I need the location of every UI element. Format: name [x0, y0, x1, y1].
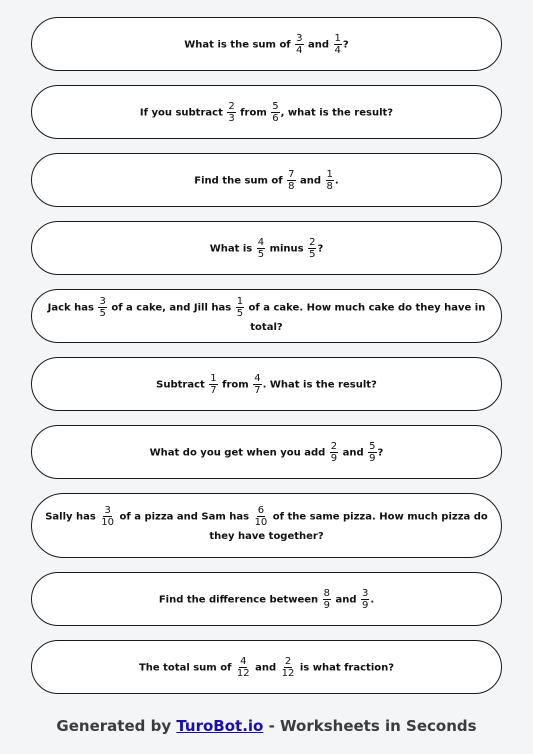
question-text-segment: . [334, 175, 339, 186]
fraction-denominator: 10 [101, 517, 115, 528]
fraction [271, 101, 279, 124]
fraction-denominator: 9 [369, 452, 376, 464]
fraction-denominator: 5 [99, 307, 106, 319]
question-text-segment: Sally has [45, 511, 100, 523]
question-text-segment: and [296, 175, 325, 186]
fraction-numerator: 3 [104, 505, 111, 516]
fraction-numerator: 3 [99, 295, 106, 307]
question-text [159, 588, 374, 611]
fraction [323, 588, 331, 611]
footer [0, 717, 533, 735]
question-card [31, 572, 502, 626]
question-text-segment: , what is the result? [280, 107, 394, 118]
fraction-denominator: 12 [281, 667, 295, 679]
fraction [287, 169, 295, 192]
fraction-numerator: 4 [240, 655, 247, 667]
fraction [326, 169, 334, 192]
question-text-segment: and [251, 662, 280, 673]
fraction-denominator: 10 [254, 517, 268, 528]
question-text-segment: Jack has [47, 302, 98, 313]
fraction-numerator: 1 [326, 168, 333, 180]
fraction-numerator: 2 [309, 236, 316, 248]
question-text [156, 373, 377, 396]
fraction [368, 441, 376, 464]
question-text-segment: Subtract [156, 379, 209, 390]
question-text-segment: from [218, 379, 253, 390]
fraction [236, 296, 244, 319]
question-text-segment: from [236, 107, 271, 118]
fraction [100, 505, 115, 528]
question-card [31, 357, 502, 411]
question-text-segment: ? [377, 447, 384, 458]
fraction-numerator: 2 [330, 440, 338, 452]
turobot-link[interactable]: TuroBot.io [176, 717, 264, 735]
question-text-segment: ? [342, 39, 349, 50]
question-text-segment: of a cake, and Jill has [107, 302, 235, 313]
question-card [31, 425, 502, 479]
question-text-segment: and [304, 39, 333, 50]
fraction-denominator: 9 [323, 599, 330, 611]
question-card [31, 153, 502, 207]
fraction-denominator: 8 [326, 180, 333, 192]
question-text-segment: Find the difference between [158, 594, 322, 605]
question-text-segment: What is [209, 243, 256, 254]
question-text-segment: and [332, 594, 360, 605]
fraction-numerator: 7 [288, 168, 295, 180]
fraction-denominator: 5 [309, 248, 316, 260]
fraction [334, 33, 342, 56]
fraction-denominator: 6 [272, 112, 279, 124]
fraction-denominator: 9 [330, 452, 338, 464]
fraction-numerator: 8 [323, 587, 330, 599]
fraction [295, 33, 303, 56]
question-text [150, 441, 384, 464]
fraction [281, 656, 296, 679]
question-card [31, 289, 502, 343]
fraction-denominator: 4 [334, 44, 341, 56]
fraction-denominator: 7 [254, 384, 261, 396]
question-text [210, 237, 324, 260]
question-text-segment: of a cake. How much cake do they have in total? [245, 302, 486, 333]
question-text [139, 656, 394, 679]
question-text [140, 101, 393, 124]
fraction-numerator: 5 [369, 440, 376, 452]
fraction-numerator: 1 [334, 32, 341, 44]
question-text-segment: Find the sum of [194, 175, 287, 186]
fraction-numerator: 6 [257, 505, 265, 516]
question-card [31, 640, 502, 694]
question-text-segment: What is the sum of [184, 39, 295, 50]
fraction-numerator: 1 [236, 295, 244, 307]
fraction-denominator: 5 [236, 307, 244, 319]
question-text [184, 33, 348, 56]
fraction [236, 656, 251, 679]
fraction-numerator: 2 [284, 655, 292, 667]
fraction [257, 237, 265, 260]
fraction [253, 373, 261, 396]
question-text-segment: ? [317, 243, 324, 254]
question-text-segment: . [370, 594, 375, 605]
fraction [227, 101, 235, 124]
fraction-numerator: 4 [257, 236, 265, 248]
question-text [44, 505, 489, 546]
question-card [31, 85, 502, 139]
question-text-segment: is what fraction? [296, 662, 395, 673]
question-card [31, 17, 502, 71]
fraction-denominator: 5 [257, 248, 265, 260]
fraction-denominator: 7 [210, 384, 217, 396]
fraction-numerator: 2 [228, 100, 235, 112]
fraction-numerator: 4 [254, 372, 261, 384]
fraction-numerator: 5 [272, 100, 279, 112]
fraction-denominator: 4 [296, 44, 303, 56]
question-text-segment: of the same pizza. How much pizza do they have together? [209, 511, 488, 542]
footer-prefix: Generated by [56, 717, 177, 735]
fraction [308, 237, 316, 260]
fraction-numerator: 3 [296, 32, 303, 44]
question-text-segment: minus [266, 243, 308, 254]
fraction-denominator: 12 [236, 667, 250, 679]
question-text-segment: . What is the result? [262, 379, 377, 390]
question-card [31, 493, 502, 558]
fraction [209, 373, 217, 396]
question-text-segment: What do you get when you add [149, 447, 329, 458]
fraction-denominator: 9 [362, 599, 369, 611]
fraction [98, 296, 106, 319]
question-list [31, 17, 502, 694]
question-text-segment: If you subtract [139, 107, 227, 118]
question-text-segment: of a pizza and Sam has [116, 511, 253, 523]
fraction-numerator: 3 [362, 587, 369, 599]
question-text-segment: and [339, 447, 368, 458]
fraction [361, 588, 369, 611]
fraction-denominator: 3 [228, 112, 235, 124]
question-text-segment: The total sum of [138, 662, 235, 673]
fraction [254, 505, 269, 528]
footer-suffix: - Worksheets in Seconds [263, 717, 477, 735]
fraction-numerator: 1 [210, 372, 217, 384]
question-text [44, 296, 489, 337]
fraction [330, 441, 338, 464]
question-card [31, 221, 502, 275]
question-text [194, 169, 338, 192]
fraction-denominator: 8 [288, 180, 295, 192]
